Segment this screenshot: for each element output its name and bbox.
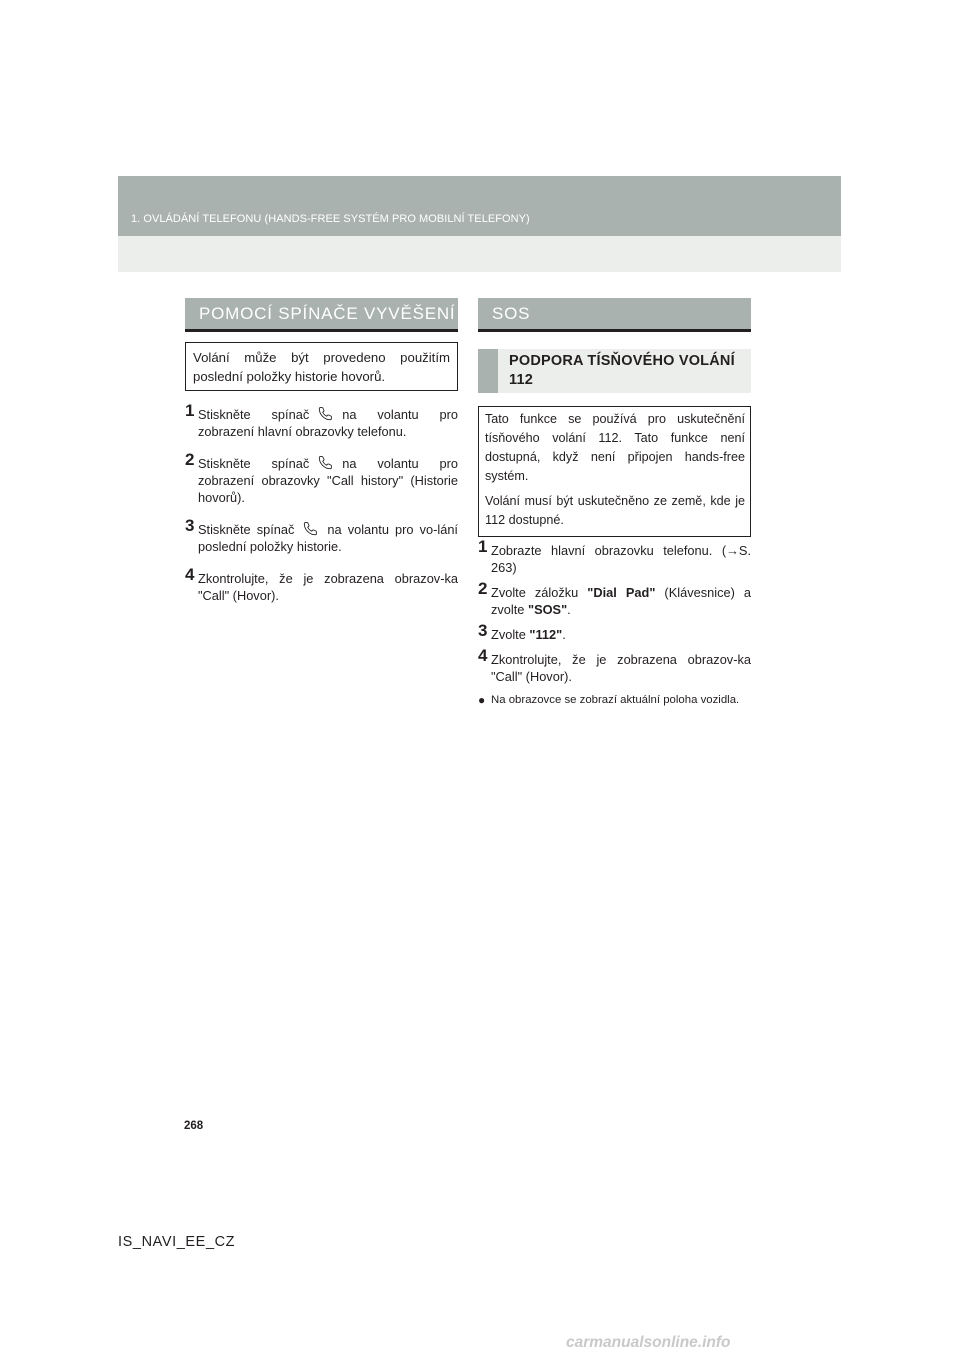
step-number: 2 xyxy=(478,579,488,598)
step-item xyxy=(185,516,458,555)
step-text: Stiskněte spínač xyxy=(198,456,310,471)
intro-box: Volání může být provedeno použitím poslední položky historie hovorů. xyxy=(185,342,458,391)
step-number: 1 xyxy=(478,537,488,556)
phone-icon xyxy=(302,521,319,536)
subheading-text: PODPORA TÍSŇOVÉHO VOLÁNÍ 112 xyxy=(509,353,735,388)
bullet-text: Na obrazovce se zobrazí aktuální poloha vozidla. xyxy=(491,694,740,706)
page-number: 268 xyxy=(184,1120,204,1132)
step-text: (Klávesnice) a zvolte xyxy=(491,585,751,617)
step-item xyxy=(478,621,751,643)
watermark: carmanualsonline.info xyxy=(566,1334,731,1351)
sos-label: "SOS" xyxy=(528,602,568,617)
left-column xyxy=(185,298,458,619)
step-item xyxy=(185,450,458,506)
dial-pad-label: "Dial Pad" xyxy=(587,585,656,600)
step-text: na volantu pro zobrazení hlavní obrazovky telefonu. xyxy=(198,407,458,439)
step-text: Stiskněte spínač xyxy=(198,522,295,537)
phone-icon xyxy=(317,406,334,421)
number-112-label: "112" xyxy=(529,627,563,642)
section-title: SOS xyxy=(478,298,751,332)
step-number: 4 xyxy=(478,646,488,665)
step-text: . xyxy=(567,602,571,617)
step-text: . xyxy=(562,627,566,642)
step-item xyxy=(478,537,751,576)
step-text: Zvolte záložku xyxy=(491,585,588,600)
phone-icon xyxy=(317,455,334,470)
step-text: Zvolte xyxy=(491,627,530,642)
info-box xyxy=(478,406,751,537)
step-item xyxy=(185,401,458,440)
section-title: POMOCÍ SPÍNAČE VYVĚŠENÍ xyxy=(185,298,458,332)
subheading-marker xyxy=(478,349,498,393)
header-bar xyxy=(118,176,841,236)
step-item xyxy=(478,579,751,618)
steps-list xyxy=(185,401,458,604)
header-title: 1. OVLÁDÁNÍ TELEFONU (HANDS-FREE SYSTÉM PRO MOBILNÍ TELEFONY) xyxy=(131,213,530,225)
step-item xyxy=(185,565,458,604)
info-paragraph: Volání musí být uskutečněno ze země, kde je 112 dostupné. xyxy=(485,494,745,527)
step-text: na volantu pro zobrazení obrazovky "Call history" (Historie hovorů). xyxy=(198,456,458,505)
step-text: na volantu pro vo-lání poslední položky historie. xyxy=(198,522,458,554)
step-number: 3 xyxy=(478,621,488,640)
step-number: 1 xyxy=(185,401,195,420)
document-code: IS_NAVI_EE_CZ xyxy=(118,1234,236,1250)
steps-list xyxy=(478,537,751,685)
step-text: Zkontrolujte, že je zobrazena obrazov-ka "Call" (Hovor). xyxy=(491,652,751,684)
header-band xyxy=(118,176,841,272)
step-number: 2 xyxy=(185,450,195,469)
step-item xyxy=(478,646,751,685)
bullet-note xyxy=(478,693,751,708)
step-number: 4 xyxy=(185,565,195,584)
subheading xyxy=(478,349,751,393)
step-text: Stiskněte spínač xyxy=(198,407,310,422)
step-text: Zkontrolujte, že je zobrazena obrazov-ka "Call" (Hovor). xyxy=(198,571,458,603)
step-number: 3 xyxy=(185,516,195,535)
bullet-icon: ● xyxy=(478,693,486,707)
step-text: Zobrazte hlavní obrazovku telefonu. (→S. 263) xyxy=(491,543,751,575)
right-column xyxy=(478,298,751,708)
info-paragraph: Tato funkce se používá pro uskutečnění tísňového volání 112. Tato funkce není dostupná, když není připojen hands-free systém. xyxy=(485,412,745,483)
